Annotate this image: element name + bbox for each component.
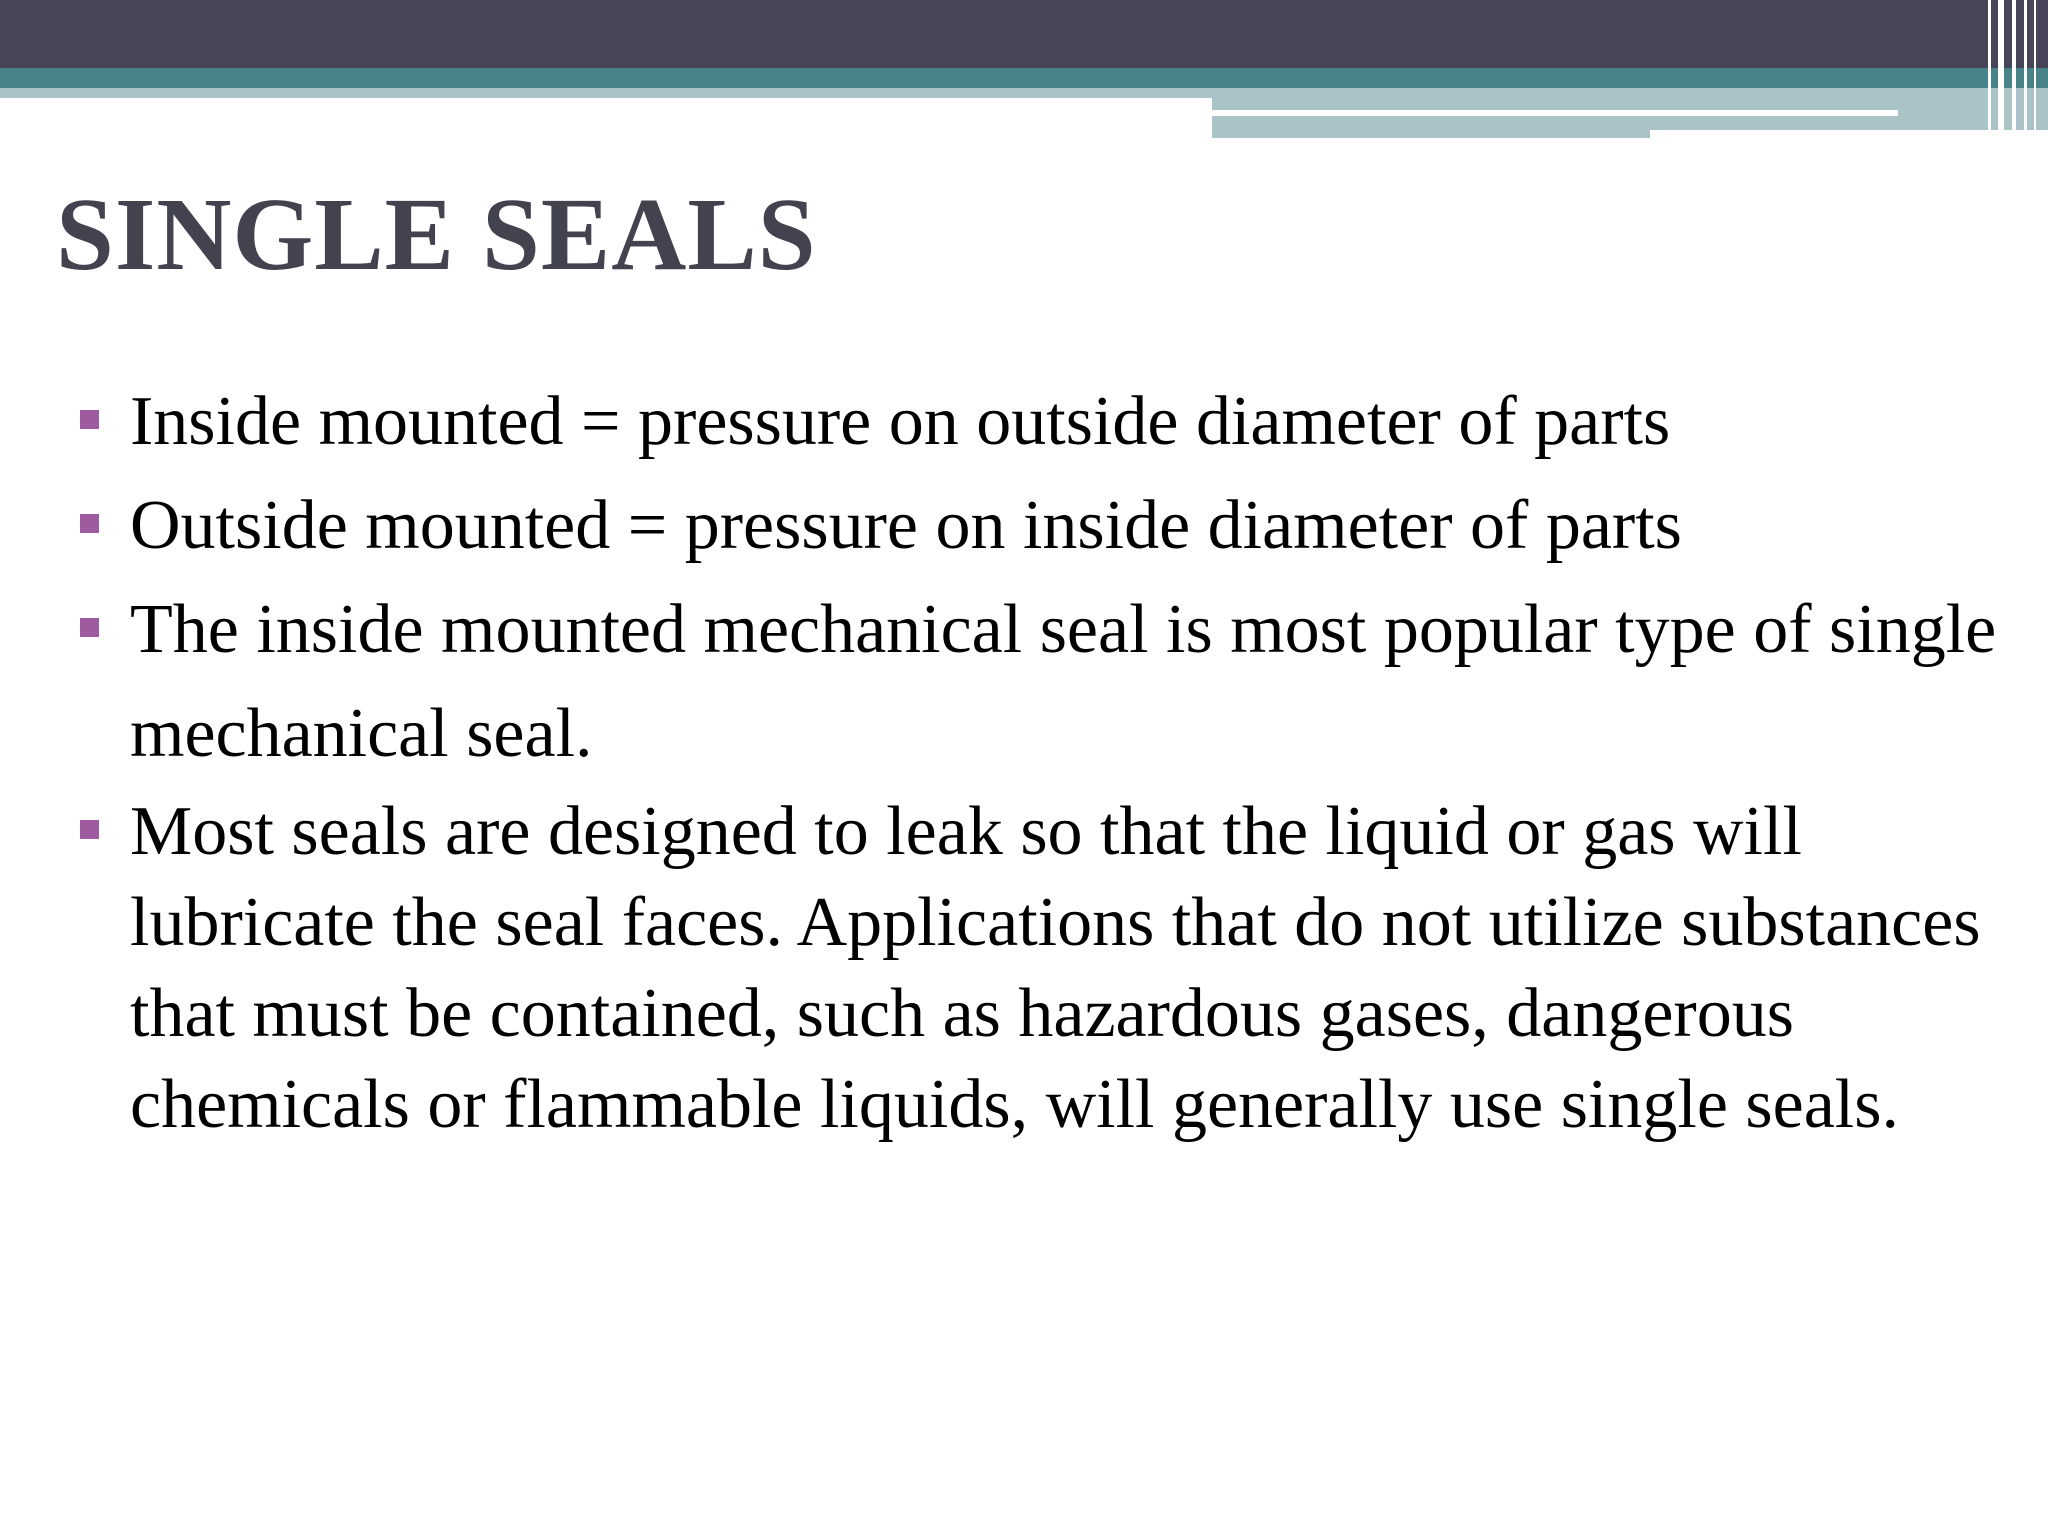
header-stripe: [1212, 110, 1898, 116]
bullet-list: [72, 370, 2032, 1150]
header-vertical-line: [1988, 0, 1991, 138]
slide-title: SINGLE SEALS: [56, 177, 817, 292]
header-vertical-line: [2034, 0, 2036, 138]
bullet-item: [72, 370, 2032, 474]
bullet-text: Inside mounted = pressure on outside diameter of parts: [130, 383, 1671, 460]
header-vertical-line: [1998, 0, 2004, 138]
square-bullet-icon: [80, 820, 99, 839]
bullet-item: [72, 578, 2032, 786]
bullet-text: Most seals are designed to leak so that the liquid or gas will lubricate the seal faces. Applications that do not utilize substances that must be contained, such as hazardous gases, dangerous chemicals or flammable liquids, will generally use single seals.: [130, 793, 1981, 1143]
header-band-light: [0, 88, 1212, 98]
header-band-teal: [0, 68, 2048, 88]
square-bullet-icon: [80, 514, 99, 533]
bullet-item: [72, 786, 2032, 1150]
square-bullet-icon: [80, 410, 99, 429]
square-bullet-icon: [80, 618, 99, 637]
bullet-text: The inside mounted mechanical seal is most popular type of single mechanical seal.: [130, 591, 1997, 772]
header-vertical-line: [2024, 0, 2027, 138]
bullet-text: Outside mounted = pressure on inside diameter of parts: [130, 487, 1682, 564]
header-vertical-line: [2012, 0, 2016, 138]
bullet-item: [72, 474, 2032, 578]
header-band-dark: [0, 0, 2048, 68]
